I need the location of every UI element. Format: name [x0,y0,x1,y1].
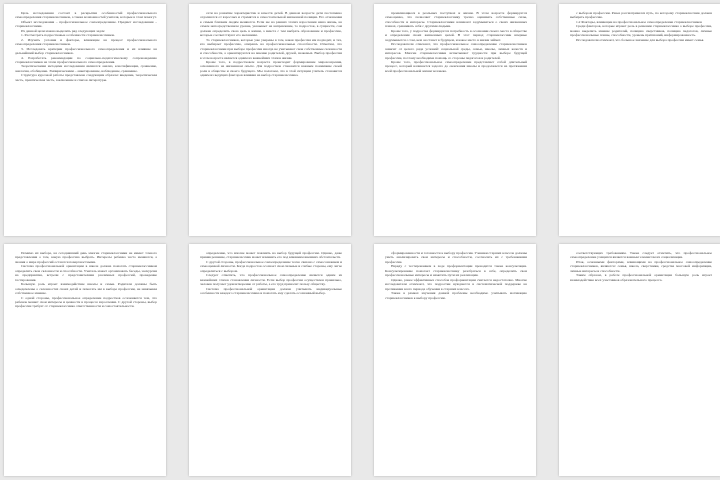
paragraph: 4. Разработать рекомендации по социально-педагогическому сопровождению старшеклассников на этапе профессионального самоопределения. [15,55,157,64]
paragraph: Структура курсовой работы представлена следующим образом: введение, теоретическая часть, практическая часть, заключение и список литературы. [15,73,157,82]
paragraph: Кроме того, в подростковом возрасте происходит формирование мировоззрения, основанного на жизненном опыте. Для подростков становится важным понимание своей роли в обществе и своего будущего. Мы полагаем, что в этой ситуации учитель становится одним из ведущих факторов влияния на выбор старшеклассника. [200,59,342,78]
paragraph: сформированности и готовности к выбору профессии. Ученики старших классов должны уметь анализировать свои интересы и способности, соотносить их с требованиями профессии. [385,251,527,264]
page-5 [4,244,166,476]
paragraph: Среди факторов, которые играют роль в решении старшеклассника о выборе профессии, можно выделить мнение родителей, позицию сверстников, позицию педагогов, личные профессиональные планы, способности, уровень притязаний, информированность. [570,24,712,38]
paragraph: Система профессиональной ориентации в школе должна помогать старшеклассникам определить свои склонности и способности. Учитель может организовать беседы, экскурсии на предприятия, встречи с представителями различных профессий, проведение тестирования. [15,264,157,282]
paragraph: С другой стороны, профессиональное самоопределение тесно связано с самосознанием и самооценкой личности. Когда подросток осознает свои сильные и слабые стороны, ему легче определиться с выбором. [200,259,342,273]
paragraph: Исследователи отмечают, что большое значение для выбора профессии имеет семья. [576,37,705,42]
paragraph: 3. Исследовать критерии профессионального самоопределения и их влияние на дальнейший выбор старшеклассников. [15,46,157,56]
paragraph: Объект исследования – профессиональное самоопределение. Предмет исследования – старшеклассники. [15,19,157,29]
paragraph: Однако, ранее эффективных способов профориентации считается недостаточно. Многие исследователи отмечают, что подростки нуждаются в систематической поддержке на протяжении всего периода обучения в старших классах. [385,277,527,291]
page-6 [189,244,351,476]
page-1 [4,4,166,236]
paragraph: 1.2 Факторы, влияющие на профессиональное самоопределение старшеклассников [576,19,702,24]
page-3 [374,4,536,236]
page-4 [559,4,720,236]
paragraph: Исследователи отмечают, что профессиональное самоопределение старшеклассников зависит от целого ряда условий: социальной среды, семьи, школы, личных качеств и интересов. Многие старшеклассники испытывают трудности при выборе будущей профессии, поэтому необходима помощь со стороны педагогов и родителей. [385,42,527,60]
paragraph: Кроме того, профессиональное самоопределение представляет собой длительный процесс, который начинается задолго до окончания школы и продолжается на протяжении всей профессиональной жизни человека. [385,59,527,73]
paragraph: Система профессиональной ориентации должна учитывать индивидуальные особенности каждого старшеклассника и помогать ему сделать осознанный выбор. [200,286,342,296]
paragraph: Следует отметить, что профессиональное самоопределение является одним из важнейших этапов становления личности. Если выбор профессии осуществлен правильно, человек получает удовлетворение от работы, а его труд приносит пользу обществу. [200,273,342,287]
paragraph: Также в рамках изучения данной проблемы необходимо учитывать мотивацию старшеклассников к выбору профессии. [385,291,527,300]
paragraph: Таким образом, в работе профессиональной ориентации большую роль играет взаимодействие всех участников образовательного процесса. [570,273,712,282]
paragraph: С одной стороны, профессиональное определение подростков осложняется тем, что ребенок меняет свои интересы и ценности в процессе взросления. С другой стороны, выбор профессии требует от старшеклассника ответственности и самостоятельности. [15,295,157,309]
paragraph: Помимо их выбора, на сегодняшний день многие старшеклассники не имеют точного представления о том, какую профессию выбрать. Интересы ребенка часто меняются, а знания о мире профессий остаются поверхностными. [15,251,157,264]
paragraph: 1. Рассмотреть подростковые особенности старшеклассников. [21,33,115,38]
paragraph: соответствующих требованиям. Также следует отметить, что профессиональное самоопределение учащихся является важным элементом их социализации. [570,251,712,260]
paragraph: Теоретическими методами исследования являются анализ, классификация, сравнение, аналогия, обобщение. Эмпирическими – анкетирование, наблюдение, сравнение. [15,64,157,73]
paragraph: Из данной цели можно выделить ряд следующих задач: [21,28,106,33]
paragraph: Итак, основными факторами, влияющими на профессиональное самоопределение старшеклассников, являются: семья, школа, сверстники, средства массовой информации, личные интересы и способности. [570,259,712,273]
paragraph: сети на развитие характеристик и качеств детей. В данном возрасте дети постепенно отдаляются от взрослых и стремятся к самостоятельной жизненной позиции. Его отношения к самым близким людям меняются. Если же на ранних этапах взросления наша жизнь, на самом непосредственном уровне, указывает на направление, то подросток, в сущности, сам должен определить свою цель в жизни, а вместе с тем выбрать образование и профессию, которые соответствуют его желаниям. [200,11,342,38]
page-8 [559,244,720,476]
paragraph: Цель исследования состоит в раскрытии особенностей профессионального самоопределения старшеклассников, а также возможностей учителя, которые в этом помогут. [15,11,157,20]
page-2 [189,4,351,236]
paragraph: с выбором профессии. Ранее рассматривался путь, по которому старшеклассник должен выбирать профессию. [570,11,712,20]
paragraph: 2. Изучить условия и факторы, влияющие на процесс профессионального самоопределения старшеклассников. [15,37,157,47]
paragraph: Большую роль играет взаимодействие школы и семьи. Родители должны быть осведомлены о склонностях своих детей и помогать им в выборе профессии, не навязывая собственное мнение. [15,282,157,296]
paragraph: Кроме того, у подростка формируется потребность в осознании своего места в обществе и определении своих жизненных целей. В этот период старшеклассник впервые задумывается о том, кем он станет в будущем, и какое место в жизни займет. [385,28,527,42]
paragraph: проявляющиеся в реальных поступках и жизни. В этом возрасте формируется самооценка, что позволяет старшекласснику трезво оценивать собственные силы, способности и интересы. Старшеклассники начинают задумываться о своих жизненных планах, сравнивать себя с другими людьми. [385,11,527,29]
paragraph: определение, что вполне может повлиять на выбор будущей профессии. Однако, даже приняв решение, старшеклассник может изменить его под влиянием внешних обстоятельств. [200,251,342,260]
page-7 [374,244,536,476]
paragraph: То старшеклассников, которые уже уверены в том, какая профессия им подходит, и тех, кто выбирает профессию, опираясь на профессиональные способности. Отметим, что старшеклассники при выборе профессии иногда не учитывают свои собственные склонности и способности, а ориентируются на мнение родителей, друзей, знакомых. Выбор профессии в этом возрасте является одним из важнейших этапов жизни. [200,37,342,60]
paragraph: Наряду с тестированием в ходе профориентации проводятся также консультации. Консультирование помогает старшекласснику разобраться в себе, определить свои профессиональные интересы и наметить пути их реализации. [385,264,527,278]
